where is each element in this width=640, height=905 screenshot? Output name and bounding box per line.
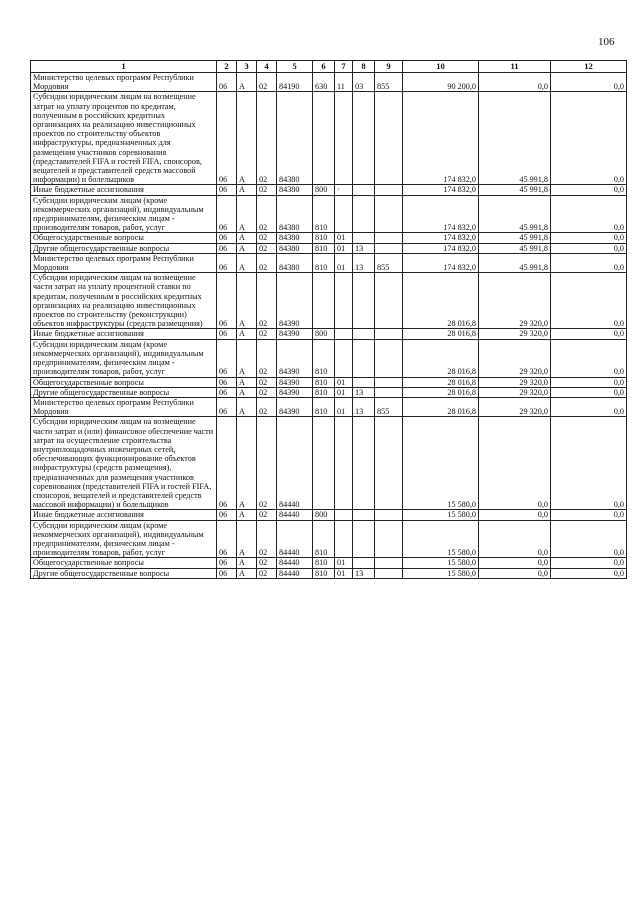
cell-col5: 84380 xyxy=(277,92,313,185)
cell-col7 xyxy=(335,520,353,558)
cell-col11: 45 991,8 xyxy=(479,195,551,233)
cell-col8 xyxy=(353,92,375,185)
cell-col10: 28 016,8 xyxy=(403,339,479,377)
cell-col3: А xyxy=(237,520,257,558)
cell-col4: 02 xyxy=(257,92,277,185)
cell-col12: 0,0 xyxy=(551,195,627,233)
cell-col4: 02 xyxy=(257,73,277,92)
cell-col12: 0,0 xyxy=(551,510,627,520)
cell-col12: 0,0 xyxy=(551,339,627,377)
cell-col2: 06 xyxy=(217,387,237,397)
cell-col12: 0,0 xyxy=(551,185,627,195)
cell-col8: 13 xyxy=(353,568,375,578)
cell-col5: 84190 xyxy=(277,73,313,92)
cell-col8 xyxy=(353,185,375,195)
cell-col4: 02 xyxy=(257,568,277,578)
cell-col7 xyxy=(335,92,353,185)
cell-col11: 29 320,0 xyxy=(479,377,551,387)
column-header: 9 xyxy=(375,61,403,73)
cell-col8 xyxy=(353,329,375,339)
cell-col5: 84390 xyxy=(277,273,313,329)
column-header: 3 xyxy=(237,61,257,73)
cell-col4: 02 xyxy=(257,273,277,329)
cell-col9 xyxy=(375,185,403,195)
cell-col7: 01 xyxy=(335,397,353,416)
cell-col10: 90 200,0 xyxy=(403,73,479,92)
row-name: Министерство целевых программ Республики Мордовия xyxy=(31,397,217,416)
cell-col7: 11 xyxy=(335,73,353,92)
cell-col7 xyxy=(335,329,353,339)
cell-col12: 0,0 xyxy=(551,377,627,387)
cell-col8: 13 xyxy=(353,243,375,253)
cell-col3: А xyxy=(237,339,257,377)
cell-col5: 84390 xyxy=(277,339,313,377)
cell-col10: 174 832,0 xyxy=(403,233,479,243)
budget-table xyxy=(30,60,627,579)
cell-col4: 02 xyxy=(257,185,277,195)
cell-col5: 84440 xyxy=(277,510,313,520)
row-name: Министерство целевых программ Республики Мордовия xyxy=(31,73,217,92)
cell-col3: А xyxy=(237,243,257,253)
cell-col9: 855 xyxy=(375,73,403,92)
cell-col11: 29 320,0 xyxy=(479,387,551,397)
table-row xyxy=(31,377,627,387)
cell-col11: 45 991,8 xyxy=(479,243,551,253)
cell-col11: 45 991,8 xyxy=(479,253,551,272)
row-name: Другие общегосударственные вопросы xyxy=(31,387,217,397)
page-number: 106 xyxy=(598,36,615,48)
cell-col10: 174 832,0 xyxy=(403,92,479,185)
cell-col12: 0,0 xyxy=(551,520,627,558)
cell-col4: 02 xyxy=(257,233,277,243)
table-row xyxy=(31,92,627,185)
cell-col2: 06 xyxy=(217,339,237,377)
cell-col3: А xyxy=(237,510,257,520)
column-header: 4 xyxy=(257,61,277,73)
cell-col11: 29 320,0 xyxy=(479,339,551,377)
cell-col11: 29 320,0 xyxy=(479,397,551,416)
header-row xyxy=(31,61,627,73)
cell-col9 xyxy=(375,329,403,339)
cell-col6: 810 xyxy=(313,520,335,558)
cell-col2: 06 xyxy=(217,273,237,329)
table-row xyxy=(31,387,627,397)
cell-col2: 06 xyxy=(217,510,237,520)
table-row xyxy=(31,243,627,253)
cell-col8 xyxy=(353,233,375,243)
row-name: Общегосударственные вопросы xyxy=(31,233,217,243)
column-header: 11 xyxy=(479,61,551,73)
cell-col10: 28 016,8 xyxy=(403,329,479,339)
cell-col6: 800 xyxy=(313,185,335,195)
cell-col9 xyxy=(375,417,403,510)
cell-col10: 15 580,0 xyxy=(403,568,479,578)
cell-col11: 0,0 xyxy=(479,73,551,92)
cell-col6: 800 xyxy=(313,329,335,339)
cell-col8 xyxy=(353,195,375,233)
cell-col6: 810 xyxy=(313,195,335,233)
cell-col6: 810 xyxy=(313,233,335,243)
cell-col6: 810 xyxy=(313,253,335,272)
cell-col6: 810 xyxy=(313,377,335,387)
cell-col5: 84390 xyxy=(277,329,313,339)
table-row xyxy=(31,397,627,416)
cell-col11: 0,0 xyxy=(479,568,551,578)
table-row xyxy=(31,73,627,92)
row-name: Субсидии юридическим лицам на возмещение затрат на уплату процентов по кредитам, полученным в российских кредитных организациях на реализацию инвестиционных проектов по строительству объектов инфраструктуры, предназначенных для размещения участников соревнования (представителей FIFA и гостей FIFA, спонсоров, вещателей и представителей средств массовой информации) и болельщиков xyxy=(31,92,217,185)
table-row xyxy=(31,273,627,329)
cell-col10: 174 832,0 xyxy=(403,195,479,233)
cell-col5: 84380 xyxy=(277,195,313,233)
cell-col12: 0,0 xyxy=(551,558,627,568)
column-header: 8 xyxy=(353,61,375,73)
cell-col4: 02 xyxy=(257,243,277,253)
cell-col9 xyxy=(375,243,403,253)
cell-col11: 0,0 xyxy=(479,510,551,520)
cell-col2: 06 xyxy=(217,377,237,387)
column-header: 5 xyxy=(277,61,313,73)
cell-col10: 15 580,0 xyxy=(403,510,479,520)
cell-col10: 174 832,0 xyxy=(403,243,479,253)
cell-col12: 0,0 xyxy=(551,329,627,339)
cell-col11: 45 991,8 xyxy=(479,185,551,195)
cell-col5: 84390 xyxy=(277,397,313,416)
cell-col12: 0,0 xyxy=(551,417,627,510)
cell-col9: 855 xyxy=(375,397,403,416)
column-header: 6 xyxy=(313,61,335,73)
cell-col9: 855 xyxy=(375,253,403,272)
cell-col9 xyxy=(375,558,403,568)
cell-col11: 0,0 xyxy=(479,520,551,558)
cell-col6 xyxy=(313,92,335,185)
cell-col7: 01 xyxy=(335,568,353,578)
cell-col4: 02 xyxy=(257,520,277,558)
cell-col5: 84440 xyxy=(277,417,313,510)
cell-col7: 01 xyxy=(335,253,353,272)
cell-col5: 84390 xyxy=(277,377,313,387)
table-row xyxy=(31,510,627,520)
cell-col5: 84440 xyxy=(277,520,313,558)
cell-col7 xyxy=(335,510,353,520)
cell-col9 xyxy=(375,520,403,558)
cell-col9 xyxy=(375,233,403,243)
table-row xyxy=(31,195,627,233)
cell-col2: 06 xyxy=(217,558,237,568)
cell-col12: 0,0 xyxy=(551,243,627,253)
cell-col9 xyxy=(375,273,403,329)
cell-col12: 0,0 xyxy=(551,387,627,397)
cell-col8: 13 xyxy=(353,397,375,416)
cell-col7: 01 xyxy=(335,377,353,387)
cell-col2: 06 xyxy=(217,329,237,339)
row-name: Иные бюджетные ассигнования xyxy=(31,185,217,195)
row-name: Другие общегосударственные вопросы xyxy=(31,568,217,578)
column-header: 10 xyxy=(403,61,479,73)
cell-col8 xyxy=(353,510,375,520)
cell-col12: 0,0 xyxy=(551,73,627,92)
column-header: 2 xyxy=(217,61,237,73)
cell-col7 xyxy=(335,195,353,233)
cell-col9 xyxy=(375,195,403,233)
cell-col8 xyxy=(353,417,375,510)
cell-col5: 84440 xyxy=(277,568,313,578)
row-name: Субсидии юридическим лицам (кроме некоммерческих организаций), индивидуальным предпринимателям, физическим лицам - производителям товаров, работ, услуг xyxy=(31,339,217,377)
cell-col5: 84380 xyxy=(277,243,313,253)
cell-col11: 29 320,0 xyxy=(479,329,551,339)
cell-col7: 01 xyxy=(335,558,353,568)
cell-col3: А xyxy=(237,397,257,416)
cell-col3: А xyxy=(237,558,257,568)
cell-col7: 01 xyxy=(335,243,353,253)
cell-col2: 06 xyxy=(217,253,237,272)
cell-col5: 84440 xyxy=(277,558,313,568)
row-name: Субсидии юридическим лицам на возмещение части затрат и (или) финансовое обеспечение части затрат на осуществление строительства внутриплощадочных инженерных сетей, обеспечивающих функционирование объектов инфраструктуры (средств размещения), предназначенных для размещения участников соревнования (представителей FIFA и гостей FIFA, спонсоров, вещателей и представителей средств массовой информации) и болельщиков xyxy=(31,417,217,510)
cell-col4: 02 xyxy=(257,329,277,339)
table-row xyxy=(31,568,627,578)
column-header: 1 xyxy=(31,61,217,73)
row-name: Другие общегосударственные вопросы xyxy=(31,243,217,253)
cell-col3: А xyxy=(237,253,257,272)
cell-col6 xyxy=(313,417,335,510)
cell-col12: 0,0 xyxy=(551,92,627,185)
cell-col9 xyxy=(375,510,403,520)
cell-col3: А xyxy=(237,329,257,339)
cell-col10: 174 832,0 xyxy=(403,253,479,272)
cell-col2: 06 xyxy=(217,520,237,558)
cell-col4: 02 xyxy=(257,377,277,387)
cell-col2: 06 xyxy=(217,233,237,243)
cell-col12: 0,0 xyxy=(551,253,627,272)
cell-col10: 28 016,8 xyxy=(403,377,479,387)
cell-col4: 02 xyxy=(257,417,277,510)
cell-col2: 06 xyxy=(217,397,237,416)
cell-col4: 02 xyxy=(257,558,277,568)
cell-col2: 06 xyxy=(217,195,237,233)
cell-col6: 810 xyxy=(313,243,335,253)
cell-col7 xyxy=(335,417,353,510)
cell-col9 xyxy=(375,377,403,387)
cell-col3: А xyxy=(237,273,257,329)
table-row xyxy=(31,329,627,339)
cell-col3: А xyxy=(237,233,257,243)
column-header: 7 xyxy=(335,61,353,73)
cell-col5: 84380 xyxy=(277,233,313,243)
cell-col8 xyxy=(353,558,375,568)
cell-col4: 02 xyxy=(257,510,277,520)
cell-col6: 810 xyxy=(313,568,335,578)
cell-col4: 02 xyxy=(257,253,277,272)
cell-col3: А xyxy=(237,377,257,387)
table-row xyxy=(31,185,627,195)
cell-col4: 02 xyxy=(257,195,277,233)
cell-col3: А xyxy=(237,73,257,92)
table-row xyxy=(31,417,627,510)
row-name: Субсидии юридическим лицам (кроме некоммерческих организаций), индивидуальным предпринимателям, физическим лицам - производителям товаров, работ, услуг xyxy=(31,520,217,558)
cell-col5: 84390 xyxy=(277,387,313,397)
cell-col11: 0,0 xyxy=(479,558,551,568)
cell-col2: 06 xyxy=(217,73,237,92)
table-row xyxy=(31,233,627,243)
cell-col5: 84380 xyxy=(277,253,313,272)
table-row xyxy=(31,558,627,568)
row-name: Субсидии юридическим лицам на возмещение части затрат на уплату процентной ставки по кредитам, полученным в российских кредитных организациях на реализацию инвестиционных проектов по строительству (реконструкции) объектов инфраструктуры (средств размещения) xyxy=(31,273,217,329)
cell-col12: 0,0 xyxy=(551,397,627,416)
cell-col2: 06 xyxy=(217,243,237,253)
row-name: Министерство целевых программ Республики Мордовия xyxy=(31,253,217,272)
cell-col10: 15 580,0 xyxy=(403,558,479,568)
cell-col2: 06 xyxy=(217,568,237,578)
cell-col8 xyxy=(353,339,375,377)
row-name: Общегосударственные вопросы xyxy=(31,558,217,568)
cell-col4: 02 xyxy=(257,397,277,416)
cell-col8 xyxy=(353,520,375,558)
cell-col7: 01 xyxy=(335,387,353,397)
cell-col3: А xyxy=(237,568,257,578)
cell-col7: · xyxy=(335,185,353,195)
cell-col4: 02 xyxy=(257,339,277,377)
cell-col7 xyxy=(335,339,353,377)
cell-col3: А xyxy=(237,185,257,195)
row-name: Иные бюджетные ассигнования xyxy=(31,510,217,520)
cell-col3: А xyxy=(237,92,257,185)
row-name: Общегосударственные вопросы xyxy=(31,377,217,387)
cell-col6: 810 xyxy=(313,339,335,377)
cell-col6: 810 xyxy=(313,387,335,397)
cell-col10: 15 580,0 xyxy=(403,417,479,510)
column-header: 12 xyxy=(551,61,627,73)
table-row xyxy=(31,520,627,558)
cell-col11: 29 320,0 xyxy=(479,273,551,329)
table-row xyxy=(31,339,627,377)
cell-col10: 174 832,0 xyxy=(403,185,479,195)
cell-col8: 13 xyxy=(353,387,375,397)
cell-col8 xyxy=(353,273,375,329)
cell-col6 xyxy=(313,273,335,329)
cell-col6: 810 xyxy=(313,397,335,416)
cell-col9 xyxy=(375,339,403,377)
cell-col6: 810 xyxy=(313,558,335,568)
cell-col9 xyxy=(375,568,403,578)
cell-col3: А xyxy=(237,195,257,233)
cell-col5: 84380 xyxy=(277,185,313,195)
row-name: Иные бюджетные ассигнования xyxy=(31,329,217,339)
cell-col2: 06 xyxy=(217,185,237,195)
cell-col6: 800 xyxy=(313,510,335,520)
cell-col10: 28 016,8 xyxy=(403,273,479,329)
cell-col9 xyxy=(375,387,403,397)
cell-col2: 06 xyxy=(217,92,237,185)
cell-col7: 01 xyxy=(335,233,353,243)
row-name: Субсидии юридическим лицам (кроме некоммерческих организаций), индивидуальным предпринимателям, физическим лицам - производителям товаров, работ, услуг xyxy=(31,195,217,233)
cell-col12: 0,0 xyxy=(551,233,627,243)
cell-col9 xyxy=(375,92,403,185)
cell-col12: 0,0 xyxy=(551,273,627,329)
cell-col8: 13 xyxy=(353,253,375,272)
table-row xyxy=(31,253,627,272)
cell-col10: 28 016,8 xyxy=(403,387,479,397)
cell-col3: А xyxy=(237,387,257,397)
cell-col11: 45 991,8 xyxy=(479,233,551,243)
cell-col12: 0,0 xyxy=(551,568,627,578)
cell-col10: 15 580,0 xyxy=(403,520,479,558)
cell-col11: 0,0 xyxy=(479,417,551,510)
cell-col2: 06 xyxy=(217,417,237,510)
cell-col6: 630 xyxy=(313,73,335,92)
cell-col8: 03 xyxy=(353,73,375,92)
cell-col4: 02 xyxy=(257,387,277,397)
cell-col8 xyxy=(353,377,375,387)
cell-col3: А xyxy=(237,417,257,510)
cell-col11: 45 991,8 xyxy=(479,92,551,185)
cell-col7 xyxy=(335,273,353,329)
cell-col10: 28 016,8 xyxy=(403,397,479,416)
